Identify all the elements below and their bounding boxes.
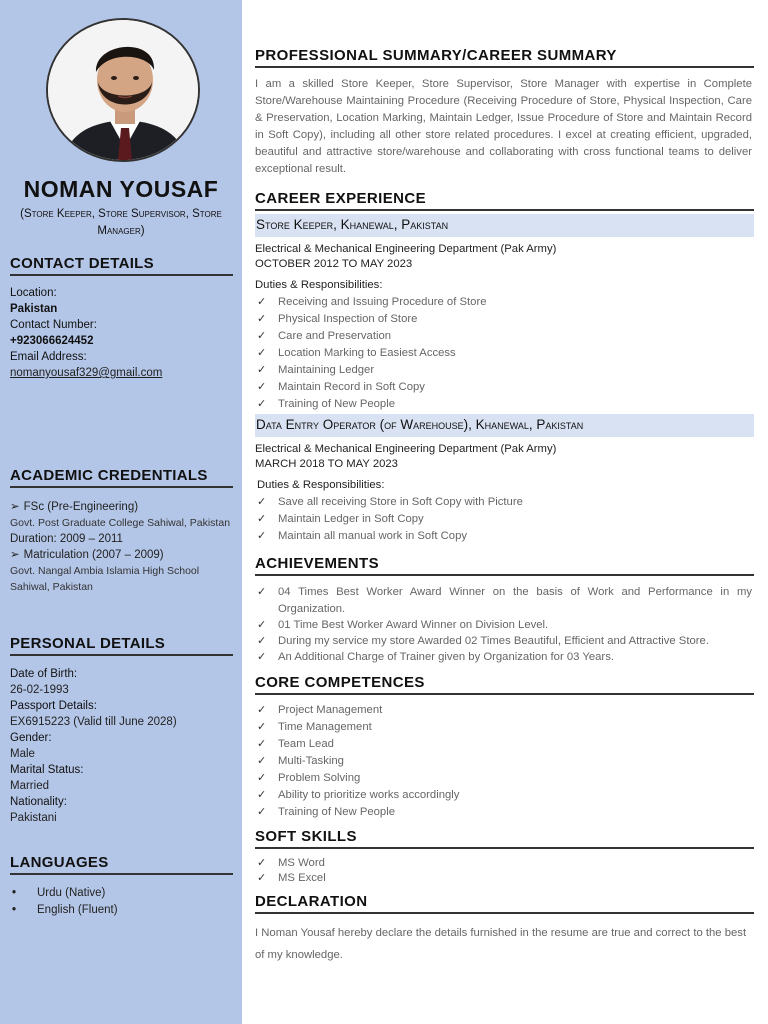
nationality-value: Pakistani (10, 812, 57, 824)
duty-item: ✓ Maintaining Ledger (255, 362, 752, 379)
sidebar (0, 0, 242, 1024)
marital-value: Married (10, 780, 49, 792)
person-portrait-icon (48, 20, 200, 162)
duty-item: ✓ Save all receiving Store in Soft Copy with Picture (255, 494, 752, 511)
personal-details (10, 666, 235, 826)
arrow-icon: ➢ (10, 501, 20, 513)
competence-item: ✓ Problem Solving (255, 770, 752, 787)
declaration-text: I Noman Yousaf hereby declare the details furnished in the resume are true and correct to the best of my knowledge. (255, 927, 747, 961)
dob-value: 26-02-1993 (10, 684, 69, 696)
competence-item: ✓ Team Lead (255, 736, 752, 753)
summary-heading: PROFESSIONAL SUMMARY/CAREER SUMMARY (255, 47, 754, 68)
academic-item (10, 499, 235, 515)
degree-title: FSc (Pre-Engineering) (23, 501, 139, 513)
contact-number-label: Contact Number: (10, 319, 97, 331)
duty-item: ✓ Receiving and Issuing Procedure of Store (255, 294, 752, 311)
candidate-subtitle: (Store Keeper, Store Supervisor, Store Manager) (20, 208, 222, 237)
competence-item: ✓ Project Management (255, 702, 752, 719)
duration: Duration: 2009 – 2011 (10, 533, 123, 545)
nationality-label: Nationality: (10, 796, 67, 808)
job-department: Electrical & Mechanical Engineering Department (Pak Army) (255, 443, 557, 455)
soft-skill-item: ✓ MS Word (255, 856, 752, 871)
job-period: OCTOBER 2012 TO MAY 2023 (255, 258, 413, 270)
soft-skills-heading: SOFT SKILLS (255, 828, 754, 849)
duty-item: ✓ Training of New People (255, 396, 752, 413)
achievements-list (255, 584, 752, 665)
gender-value: Male (10, 748, 35, 760)
passport-label: Passport Details: (10, 700, 97, 712)
job-info (255, 242, 752, 272)
soft-skills-list (255, 856, 752, 886)
profile-photo (46, 18, 200, 162)
contact-heading: CONTACT DETAILS (10, 255, 233, 276)
job-department: Electrical & Mechanical Engineering Department (Pak Army) (255, 243, 557, 255)
duties-list (255, 494, 752, 545)
languages-list (10, 885, 235, 919)
competences-list (255, 702, 752, 821)
competence-item: ✓ Ability to prioritize works accordingly (255, 787, 752, 804)
contact-number-value: +923066624452 (10, 335, 94, 347)
duty-item: ✓ Maintain all manual work in Soft Copy (255, 528, 752, 545)
personal-heading: PERSONAL DETAILS (10, 635, 233, 656)
school-name: Govt. Post Graduate College Sahiwal, Pakistan (10, 517, 231, 529)
job-info (255, 442, 752, 472)
email-link[interactable]: nomanyousaf329@gmail.com (10, 367, 163, 379)
career-heading: CAREER EXPERIENCE (255, 190, 754, 211)
job-title-bar: Store Keeper, Khanewal, Pakistan (255, 214, 754, 237)
soft-skill-item: ✓ MS Excel (255, 871, 752, 886)
candidate-name: NOMAN YOUSAF (23, 176, 219, 202)
duty-item: ✓ Maintain Ledger in Soft Copy (255, 511, 752, 528)
duty-item: ✓ Location Marking to Easiest Access (255, 345, 752, 362)
job-title-bar: Data Entry Operator (of Warehouse), Khanewal, Pakistan (255, 414, 754, 437)
duty-item: ✓ Physical Inspection of Store (255, 311, 752, 328)
achievement-item: ✓ 01 Time Best Worker Award Winner on Division Level. (255, 617, 752, 633)
competence-item: ✓ Multi-Tasking (255, 753, 752, 770)
marital-label: Marital Status: (10, 764, 84, 776)
duty-item: ✓ Care and Preservation (255, 328, 752, 345)
job-period: MARCH 2018 TO MAY 2023 (255, 458, 398, 470)
language-item: • Urdu (Native) (10, 885, 235, 902)
summary-text: I am a skilled Store Keeper, Store Supervisor, Store Manager with expertise in Complete Store/Warehouse Maintaining Procedure (Receiving Procedure of Store, Physical Inspection, Care & Preservation, Location Marking, Maintain Ledger, Issue Procedure of Store and Maintain Record in Soft Copy), including all other store related procedures. I excel at creating efficient, upgraded, beautiful and attractive store/warehouse and collaborating with cross functional teams to deliver exceptional result. (255, 78, 752, 175)
contact-details (10, 285, 235, 381)
competence-item: ✓ Time Management (255, 719, 752, 736)
academic-heading: ACADEMIC CREDENTIALS (10, 467, 233, 488)
achievement-item: ✓ An Additional Charge of Trainer given by Organization for 03 Years. (255, 649, 752, 665)
school-name: Govt. Nangal Ambia Islamia High School Sahiwal, Pakistan (10, 565, 200, 593)
gender-label: Gender: (10, 732, 52, 744)
academic-list (10, 499, 235, 595)
passport-value: EX6915223 (Valid till June 2028) (10, 716, 177, 728)
academic-item (10, 547, 235, 563)
languages-block (10, 885, 235, 919)
location-value: Pakistan (10, 303, 58, 315)
competence-item: ✓ Training of New People (255, 804, 752, 821)
duties-list (255, 294, 752, 413)
duties-label: Duties & Responsibilities: (255, 279, 383, 291)
competences-heading: CORE COMPETENCES (255, 674, 754, 695)
declaration-heading: DECLARATION (255, 893, 754, 914)
degree-title: Matriculation (2007 – 2009) (23, 549, 164, 561)
achievement-item: ✓ 04 Times Best Worker Award Winner on the basis of Work and Performance in my Organization. (255, 584, 752, 617)
language-item: • English (Fluent) (10, 902, 235, 919)
dob-label: Date of Birth: (10, 668, 78, 680)
languages-heading: LANGUAGES (10, 854, 233, 875)
duty-item: ✓ Maintain Record in Soft Copy (255, 379, 752, 396)
email-label: Email Address: (10, 351, 87, 363)
arrow-icon: ➢ (10, 549, 20, 561)
location-label: Location: (10, 287, 57, 299)
achievements-heading: ACHIEVEMENTS (255, 555, 754, 576)
achievement-item: ✓ During my service my store Awarded 02 Times Beautiful, Efficient and Attractive Store. (255, 633, 752, 649)
duties-label: Duties & Responsibilities: (257, 479, 385, 491)
